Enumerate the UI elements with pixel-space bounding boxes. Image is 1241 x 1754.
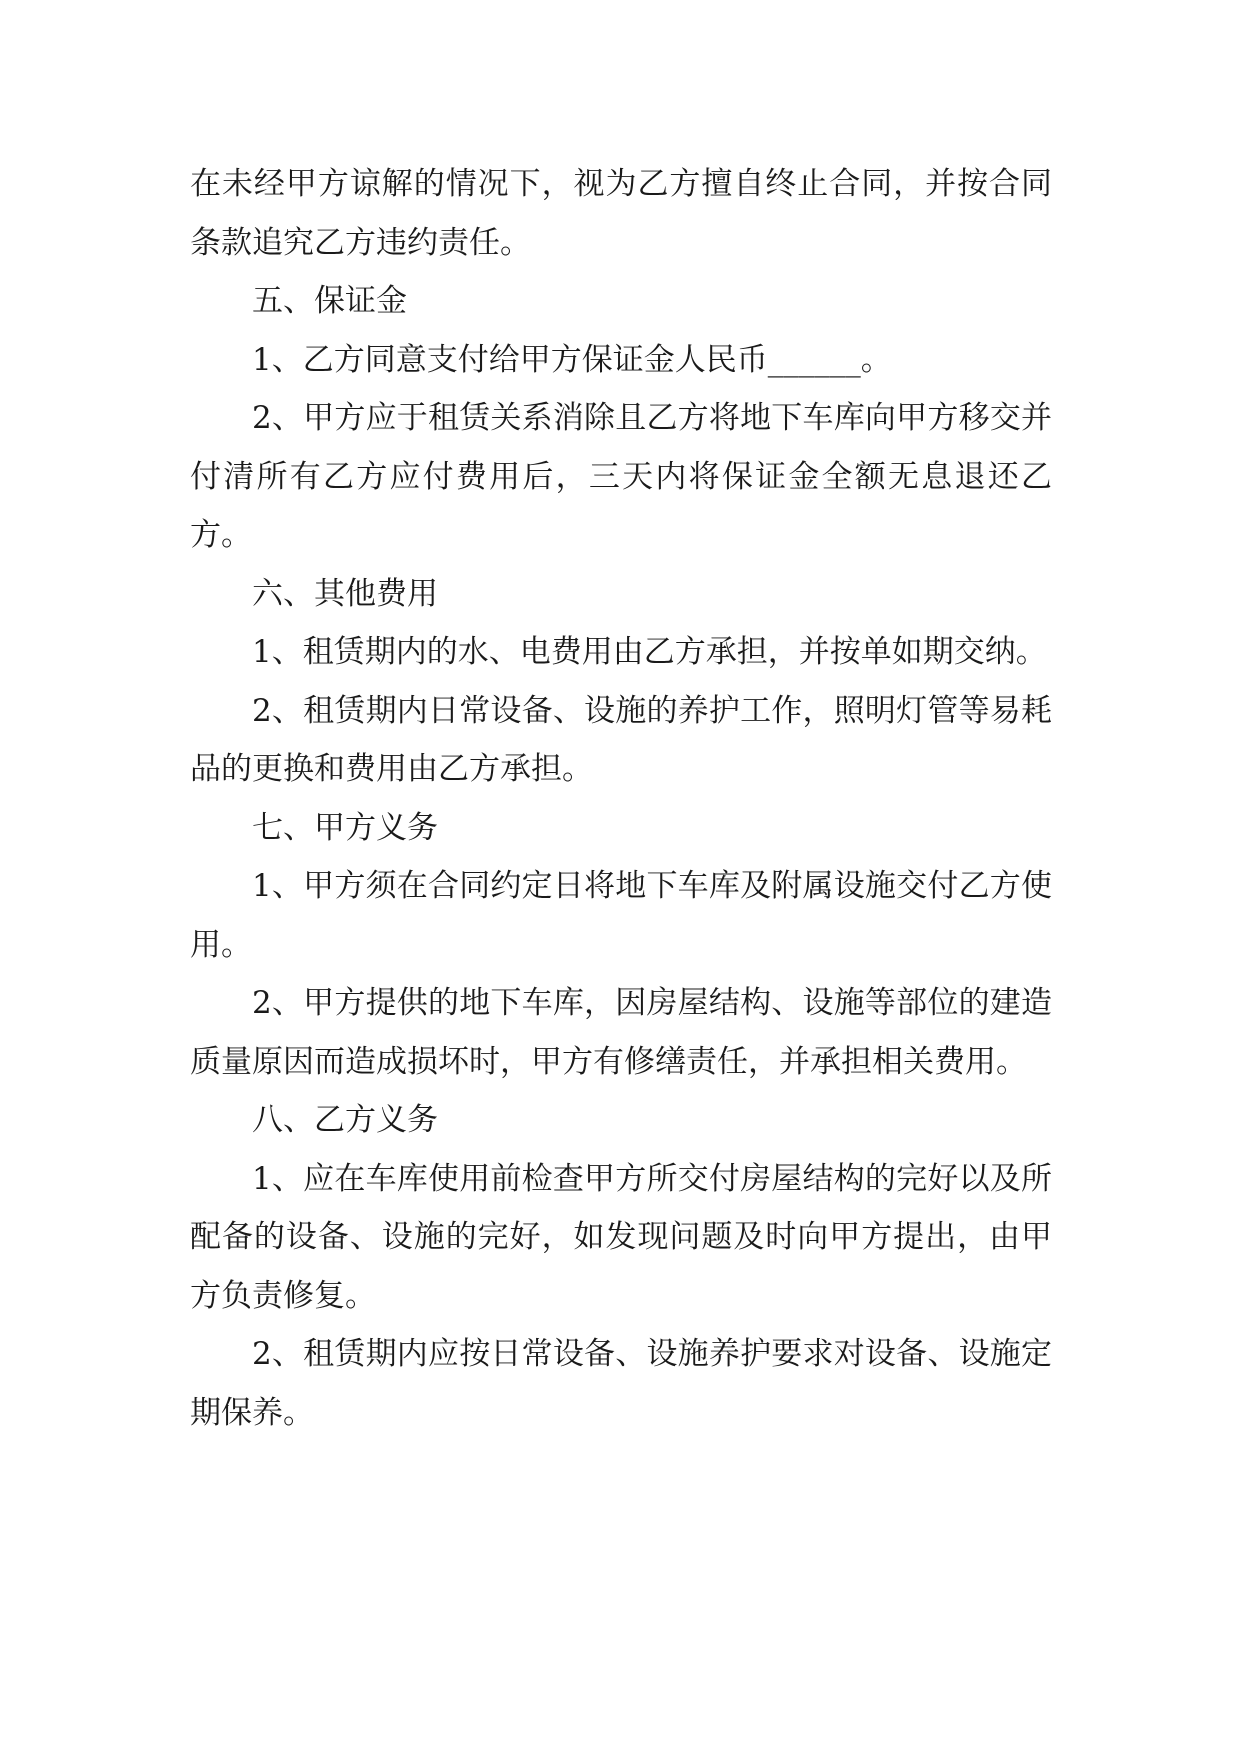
clause-party-b-2: 2、租赁期内应按日常设备、设施养护要求对设备、设施定期保养。 [190, 1336, 1052, 1431]
clause-other-fees-1: 1、租赁期内的水、电费用由乙方承担，并按单如期交纳。 [252, 634, 1047, 670]
section-heading-deposit: 五、保证金 [252, 283, 407, 319]
document-body [190, 155, 1052, 1442]
section-heading-party-a-duties: 七、甲方义务 [252, 809, 438, 846]
section-heading-party-b-duties: 八、乙方义务 [252, 1102, 438, 1138]
clause-deposit-1: 1、乙方同意支付给甲方保证金人民币______。 [252, 341, 892, 378]
clause-other-fees-2: 2、租赁期内日常设备、设施的养护工作，照明灯管等易耗品的更换和费用由乙方承担。 [190, 692, 1052, 787]
paragraph-continuation: 在未经甲方谅解的情况下，视为乙方擅自终止合同，并按合同条款追究乙方违约责任。 [190, 166, 1052, 261]
clause-party-a-1: 1、甲方须在合同约定日将地下车库及附属设施交付乙方使用。 [190, 868, 1052, 963]
clause-deposit-2: 2、甲方应于租赁关系消除且乙方将地下车库向甲方移交并付清所有乙方应付费用后，三天内将保证金全额无息退还乙方。 [190, 400, 1052, 553]
clause-party-b-1: 1、应在车库使用前检查甲方所交付房屋结构的完好以及所配备的设备、设施的完好，如发现问题及时向甲方提出，由甲方负责修复。 [190, 1160, 1052, 1314]
clause-party-a-2: 2、甲方提供的地下车库，因房屋结构、设施等部位的建造质量原因而造成损坏时，甲方有修缮责任，并承担相关费用。 [190, 985, 1052, 1080]
section-heading-other-fees: 六、其他费用 [252, 575, 438, 612]
